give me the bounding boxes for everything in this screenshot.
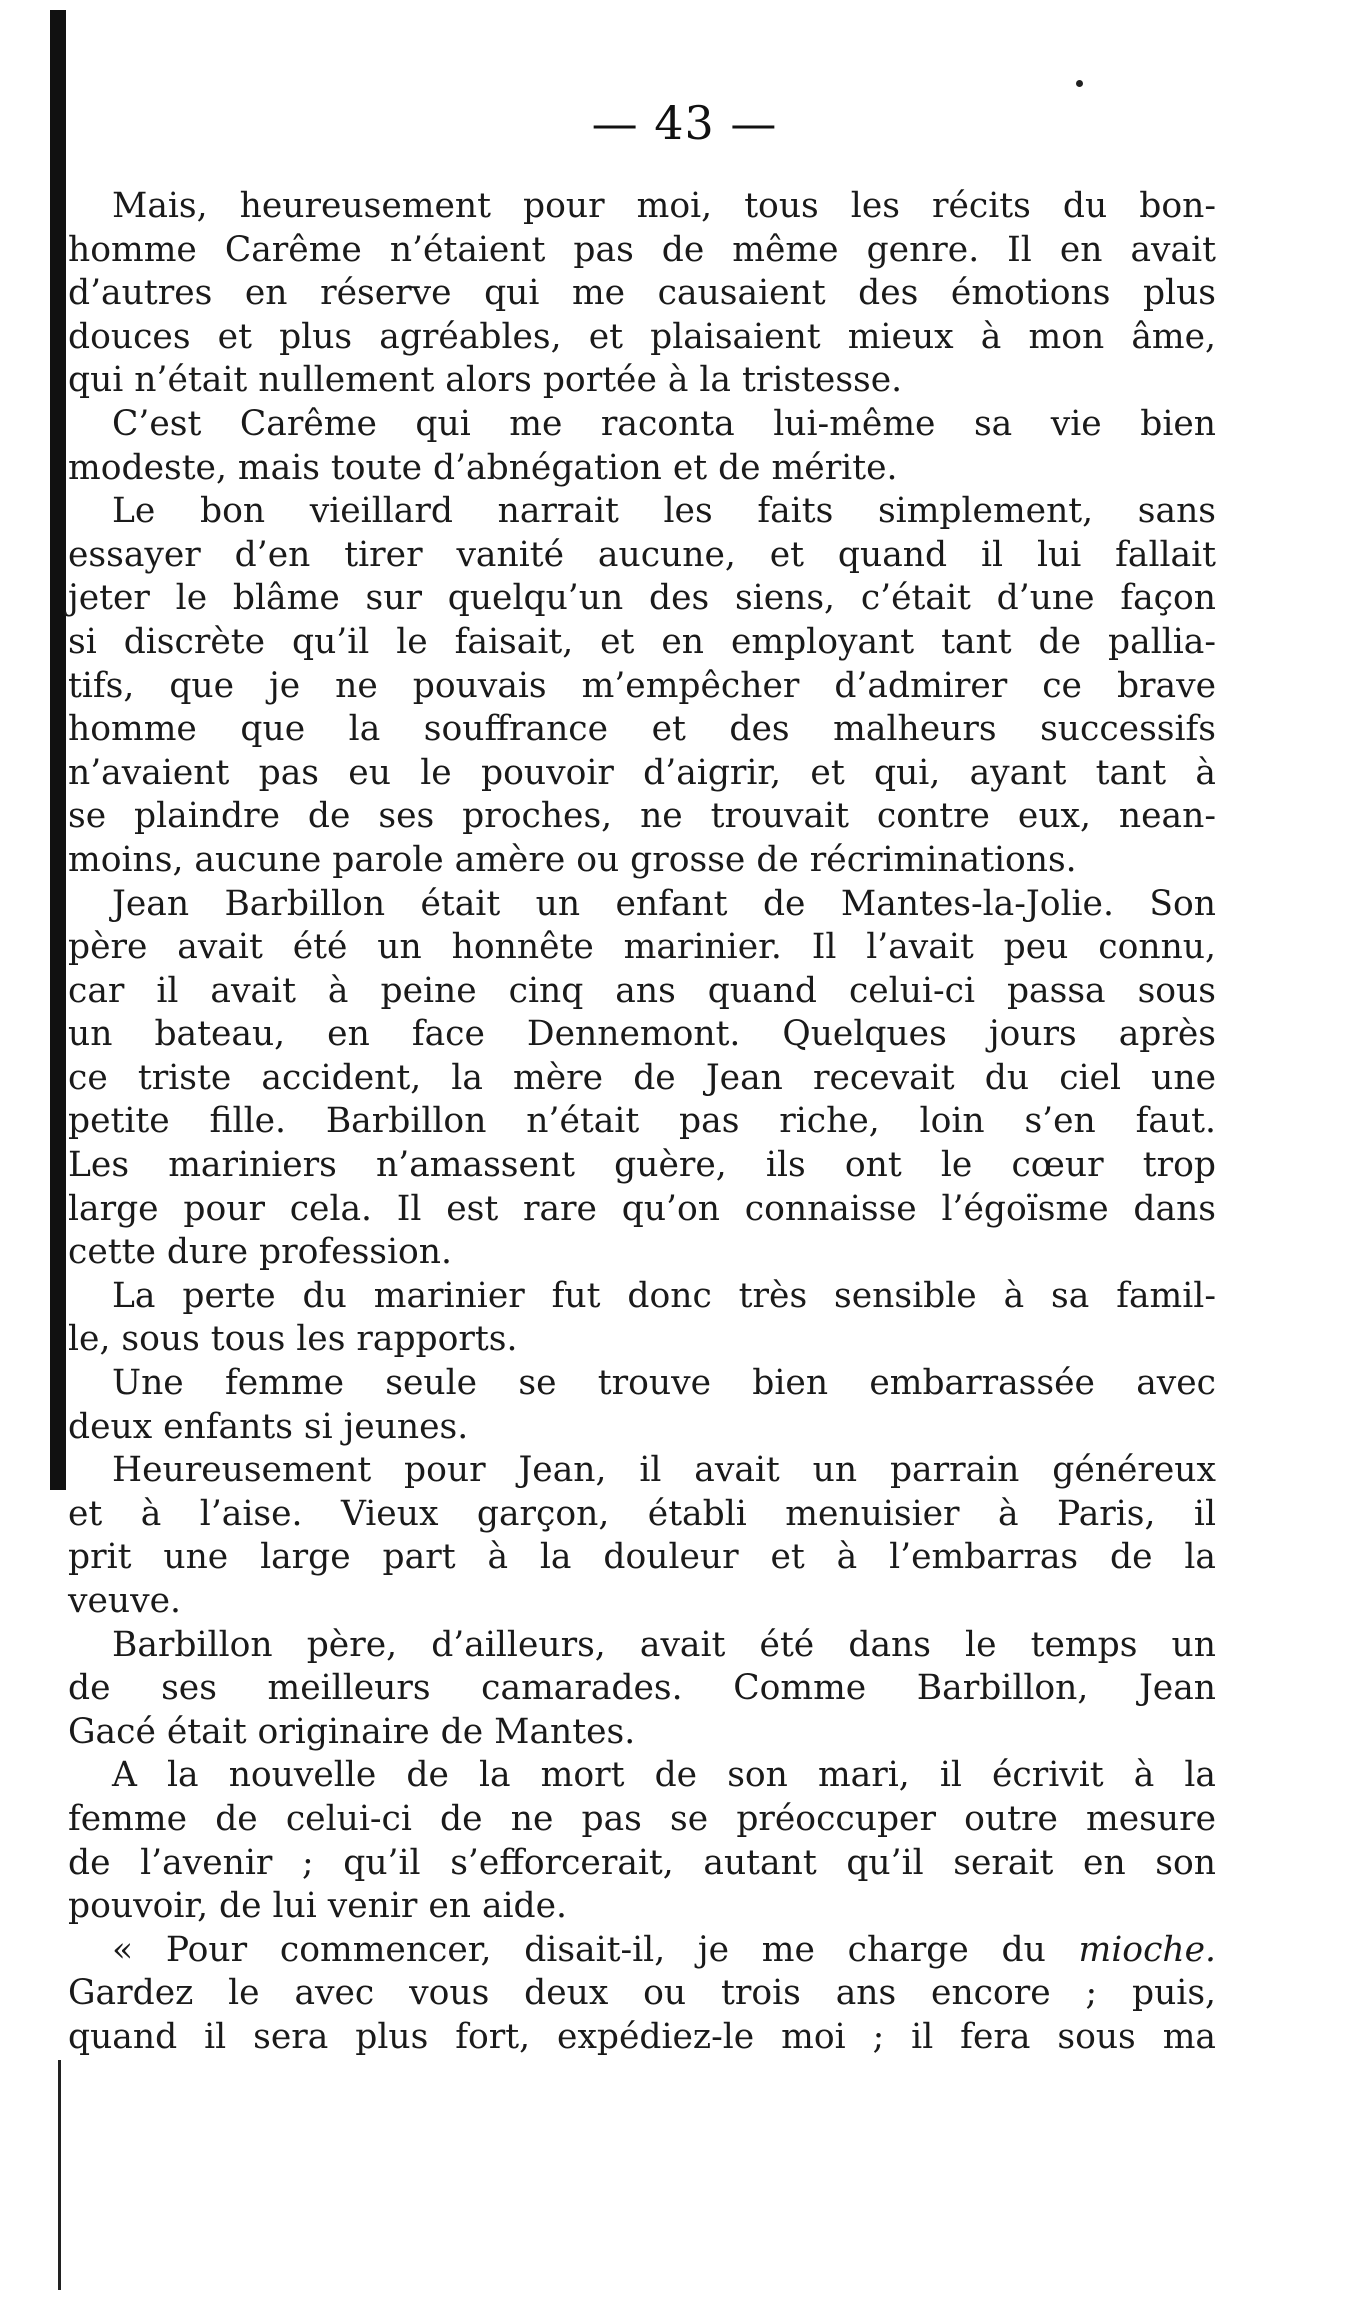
- text-line-content: C’est Carême qui me raconta lui-même sa vie bien: [112, 403, 1216, 444]
- text-line-content: si discrète qu’il le faisait, et en employant tant de pallia-: [68, 621, 1216, 662]
- text-line: [68, 665, 1216, 709]
- text-line: [68, 1231, 1216, 1275]
- text-line: [68, 1711, 1216, 1755]
- text-line: [68, 490, 1216, 534]
- text-line: [68, 1624, 1216, 1668]
- text-line-content: un bateau, en face Dennemont. Quelques jours après: [68, 1014, 1216, 1055]
- text-line-content: de ses meilleurs camarades. Comme Barbillon, Jean: [68, 1668, 1216, 1709]
- text-line-content: cette dure profession.: [68, 1232, 452, 1273]
- text-line-content: et à l’aise. Vieux garçon, établi menuisier à Paris, il: [68, 1493, 1216, 1534]
- text-line-content: Gacé était originaire de Mantes.: [68, 1711, 636, 1752]
- text-line-content: A la nouvelle de la mort de son mari, il écrivit à la: [112, 1755, 1216, 1796]
- text-line: [68, 1842, 1216, 1886]
- text-line-content: de l’avenir ; qu’il s’efforcerait, autant qu’il serait en son: [68, 1842, 1216, 1883]
- text-line: [68, 1318, 1216, 1362]
- text-line: [68, 839, 1216, 883]
- text-line: [68, 359, 1216, 403]
- text-line: [68, 1013, 1216, 1057]
- text-line-content: Jean Barbillon était un enfant de Mantes-la-Jolie. Son: [112, 883, 1216, 924]
- text-line: [68, 403, 1216, 447]
- text-line-content: femme de celui-ci de ne pas se préoccuper outre mesure: [68, 1798, 1216, 1839]
- text-line-content: n’avaient pas eu le pouvoir d’aigrir, et qui, ayant tant à: [68, 752, 1216, 793]
- text-line-content: essayer d’en tirer vanité aucune, et quand il lui fallait: [68, 534, 1216, 575]
- text-line: [68, 883, 1216, 927]
- text-line-content: pouvoir, de lui venir en aide.: [68, 1886, 568, 1927]
- text-line-content: Heureusement pour Jean, il avait un parrain généreux: [112, 1450, 1216, 1491]
- text-line-content: petite fille. Barbillon n’était pas riche, loin s’en faut.: [68, 1101, 1216, 1142]
- text-line: [68, 1144, 1216, 1188]
- text-line-content: large pour cela. Il est rare qu’on connaisse l’égoïsme dans: [68, 1188, 1216, 1229]
- text-line: [68, 1188, 1216, 1232]
- text-line-content: moins, aucune parole amère ou grosse de récriminations.: [68, 839, 1077, 880]
- text-line: [68, 1406, 1216, 1450]
- ink-speck: [1076, 80, 1083, 87]
- text-line-content: veuve.: [68, 1581, 182, 1621]
- text-line-content: qui n’était nullement alors portée à la tristesse.: [68, 360, 903, 401]
- text-line: [68, 926, 1216, 970]
- text-line-content: homme que la souffrance et des malheurs successifs: [68, 709, 1216, 750]
- text-line: [68, 1362, 1216, 1406]
- text-line: [68, 185, 1216, 229]
- text-line: [68, 1754, 1216, 1798]
- text-line: [68, 1798, 1216, 1842]
- text-line: [68, 272, 1216, 316]
- text-line-content: père avait été un honnête marinier. Il l’avait peu connu,: [68, 927, 1216, 968]
- text-line: [68, 1493, 1216, 1537]
- text-line: [68, 316, 1216, 360]
- text-line: [68, 752, 1216, 796]
- body-text: [68, 185, 1216, 2060]
- text-line: [68, 1057, 1216, 1101]
- text-line: [68, 795, 1216, 839]
- text-line-content: car il avait à peine cinq ans quand celui-ci passa sous: [68, 970, 1216, 1011]
- text-line-content: homme Carême n’étaient pas de même genre. Il en avait: [68, 229, 1216, 270]
- text-line: [68, 708, 1216, 752]
- text-line-content: « Pour commencer, disait-il, je me charge du: [112, 1929, 1079, 1970]
- text-line: [68, 1580, 1216, 1624]
- text-line-content: La perte du marinier fut donc très sensible à sa famil-: [112, 1275, 1216, 1316]
- text-line-content: le, sous tous les rapports.: [68, 1319, 518, 1360]
- text-line-content: Une femme seule se trouve bien embarrassée avec: [112, 1363, 1216, 1404]
- binding-edge-lower: [58, 2060, 61, 2290]
- text-line: [68, 534, 1216, 578]
- text-line-content: Barbillon père, d’ailleurs, avait été dans le temps un: [112, 1624, 1216, 1665]
- text-line: [68, 1449, 1216, 1493]
- text-line: [68, 229, 1216, 273]
- binding-edge: [50, 10, 66, 1490]
- text-line-content: d’autres en réserve qui me causaient des émotions plus: [68, 273, 1216, 314]
- text-line-content: Gardez le avec vous deux ou trois ans encore ; puis,: [68, 1973, 1216, 2014]
- text-line-content: Les mariniers n’amassent guère, ils ont le cœur trop: [68, 1145, 1216, 1186]
- text-line: [68, 1275, 1216, 1319]
- text-line: [68, 2016, 1216, 2060]
- text-line: [68, 1972, 1216, 2016]
- text-line-content: quand il sera plus fort, expédiez-le moi ; il fera sous ma: [68, 2016, 1216, 2057]
- text-line-content: Le bon vieillard narrait les faits simplement, sans: [112, 491, 1216, 532]
- text-line: [68, 1929, 1216, 1973]
- text-line-content: jeter le blâme sur quelqu’un des siens, c’était d’une façon: [68, 578, 1216, 619]
- text-line: [68, 447, 1216, 491]
- text-line-content: prit une large part à la douleur et à l’embarras de la: [68, 1537, 1216, 1578]
- text-line-content: se plaindre de ses proches, ne trouvait contre eux, nean-: [68, 796, 1216, 837]
- text-line: [68, 1100, 1216, 1144]
- text-line: [68, 1667, 1216, 1711]
- text-line-content: deux enfants si jeunes.: [68, 1406, 469, 1447]
- text-line: [68, 1885, 1216, 1929]
- text-line-content: modeste, mais toute d’abnégation et de mérite.: [68, 447, 898, 488]
- text-line: [68, 621, 1216, 665]
- text-line-content: ce triste accident, la mère de Jean recevait du ciel une: [68, 1057, 1216, 1098]
- text-line: [68, 1536, 1216, 1580]
- page-number: — 43 —: [591, 96, 778, 150]
- italic-word: mioche.: [1078, 1929, 1216, 1970]
- text-line: [68, 970, 1216, 1014]
- text-line: [68, 577, 1216, 621]
- text-line-content: Mais, heureusement pour moi, tous les récits du bon-: [112, 186, 1216, 226]
- text-line-content: douces et plus agréables, et plaisaient mieux à mon âme,: [68, 316, 1216, 357]
- text-line-content: tifs, que je ne pouvais m’empêcher d’admirer ce brave: [68, 665, 1216, 706]
